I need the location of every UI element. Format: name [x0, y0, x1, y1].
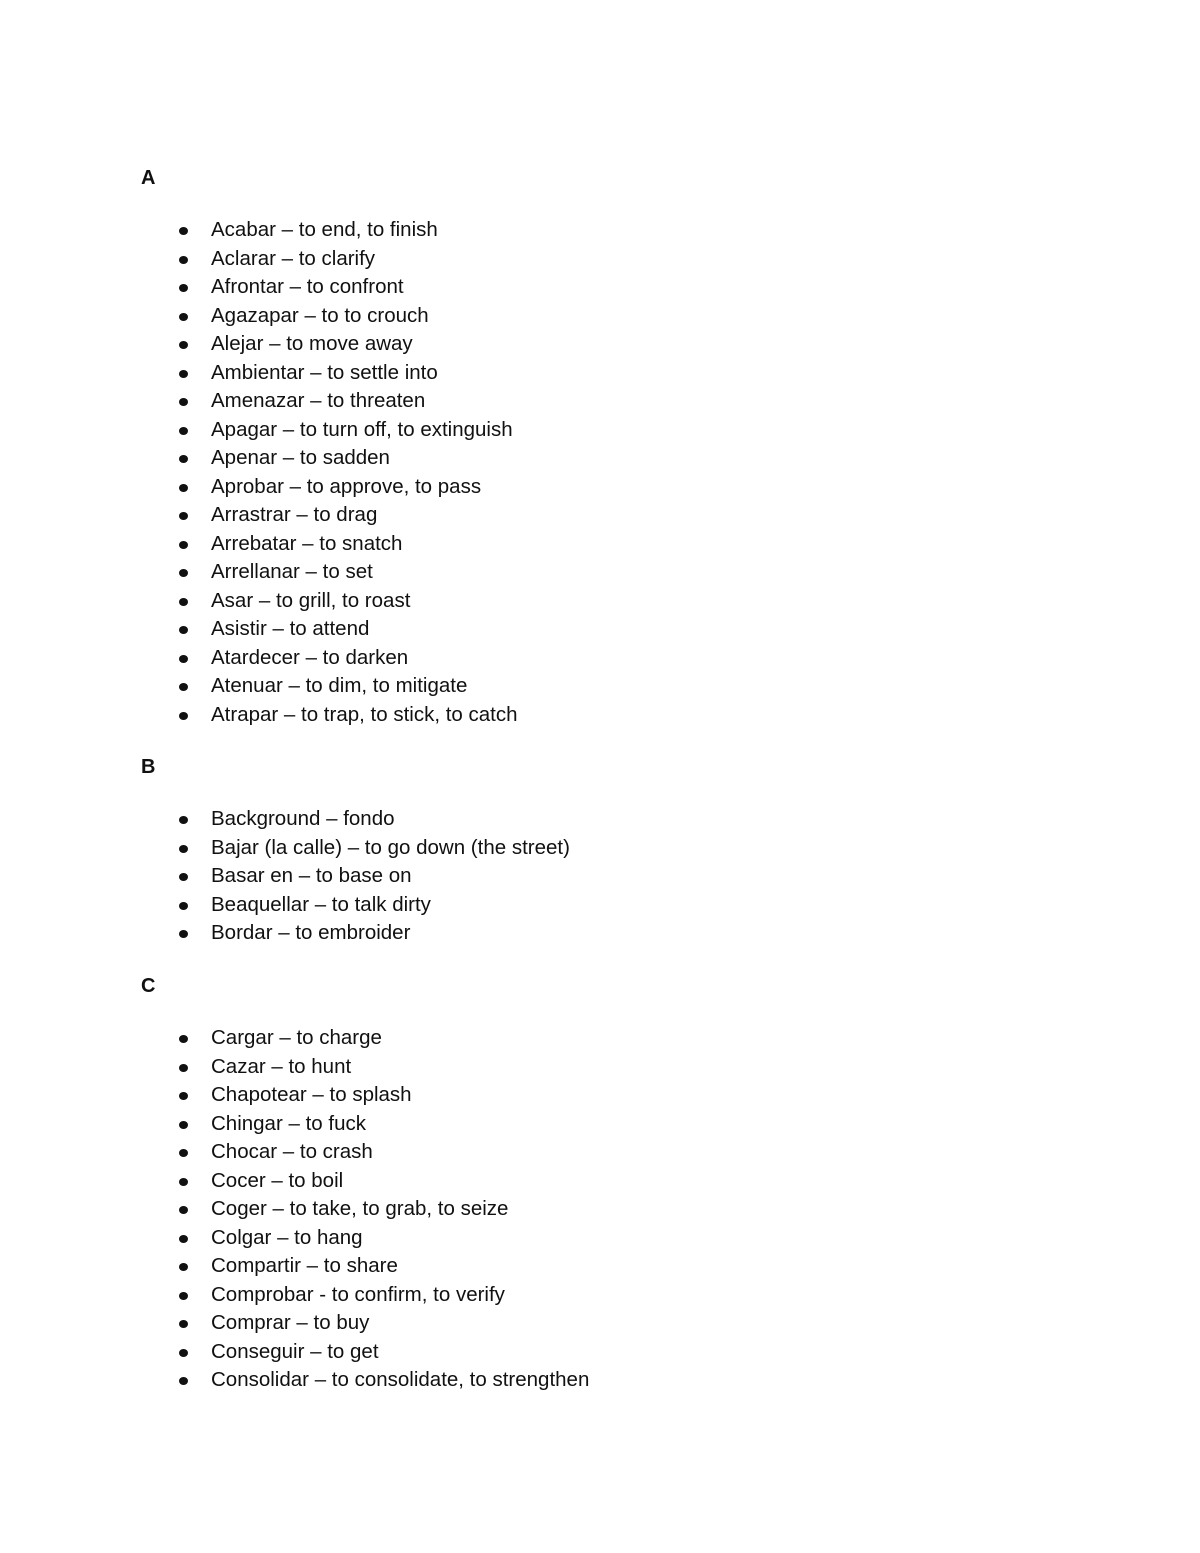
bullet-icon	[179, 484, 188, 492]
vocab-entry-text: Arrellanar – to set	[211, 560, 373, 583]
vocab-entry-text: Asar – to grill, to roast	[211, 588, 411, 612]
vocab-entry	[0, 1053, 1200, 1082]
bullet-icon	[179, 873, 188, 881]
bullet-icon	[179, 683, 188, 691]
vocab-entry-text: Ambientar – to settle into	[211, 360, 438, 384]
vocab-entry-text: Chapotear – to splash	[211, 1083, 412, 1106]
vocab-entry	[0, 587, 1200, 616]
bullet-icon	[179, 1206, 188, 1214]
vocab-entry	[0, 1167, 1200, 1196]
bullet-icon	[179, 1178, 188, 1186]
vocab-entry-text: Amenazar – to threaten	[211, 389, 426, 412]
bullet-icon	[179, 1377, 188, 1385]
bullet-icon	[179, 1235, 188, 1243]
bullet-icon	[179, 256, 188, 264]
vocab-entry	[0, 1281, 1200, 1310]
vocab-entry	[0, 919, 1200, 948]
bullet-icon	[179, 1149, 188, 1157]
vocab-entry	[0, 1138, 1200, 1167]
vocab-entry	[0, 302, 1200, 331]
section-letter-a: A	[141, 167, 156, 189]
bullet-icon	[179, 1292, 188, 1300]
vocab-entry	[0, 330, 1200, 359]
vocab-entry	[0, 805, 1200, 834]
vocab-entry-text: Consolidar – to consolidate, to strengthen	[211, 1368, 590, 1391]
vocab-entry	[0, 387, 1200, 416]
vocab-entry	[0, 891, 1200, 920]
vocab-entry	[0, 644, 1200, 673]
vocab-entry	[0, 273, 1200, 302]
vocab-entry	[0, 501, 1200, 530]
vocab-entry	[0, 672, 1200, 701]
bullet-icon	[179, 569, 188, 577]
vocab-entry-text: Bordar – to embroider	[211, 921, 411, 944]
vocab-entry	[0, 1110, 1200, 1139]
vocab-entry-text: Chingar – to fuck	[211, 1111, 366, 1135]
bullet-icon	[179, 541, 188, 549]
bullet-icon	[179, 1092, 188, 1100]
bullet-icon	[179, 930, 188, 938]
bullet-icon	[179, 1349, 188, 1357]
bullet-icon	[179, 626, 188, 634]
vocab-entry-text: Arrastrar – to drag	[211, 503, 378, 526]
section-letter-b: B	[141, 756, 156, 778]
vocab-entry-text: Background – fondo	[211, 807, 395, 830]
entry-list-c	[0, 1024, 1200, 1395]
entry-list-a	[0, 216, 1200, 729]
vocab-entry	[0, 701, 1200, 730]
vocab-entry	[0, 473, 1200, 502]
vocab-entry-text: Atrapar – to trap, to stick, to catch	[211, 702, 518, 726]
vocab-entry	[0, 416, 1200, 445]
vocab-entry	[0, 1195, 1200, 1224]
vocab-entry-text: Atenuar – to dim, to mitigate	[211, 674, 468, 697]
vocab-entry	[0, 862, 1200, 891]
vocab-entry-text: Basar en – to base on	[211, 864, 412, 887]
bullet-icon	[179, 655, 188, 663]
vocab-entry-text: Apagar – to turn off, to extinguish	[211, 417, 513, 441]
bullet-icon	[179, 284, 188, 292]
vocab-entry-text: Arrebatar – to snatch	[211, 531, 403, 555]
vocab-entry-text: Aprobar – to approve, to pass	[211, 474, 482, 498]
bullet-icon	[179, 1263, 188, 1271]
vocab-entry-text: Apenar – to sadden	[211, 446, 390, 469]
vocab-entry	[0, 1309, 1200, 1338]
vocab-entry-text: Agazapar – to to crouch	[211, 303, 429, 327]
bullet-icon	[179, 598, 188, 606]
vocab-entry	[0, 1081, 1200, 1110]
bullet-icon	[179, 1035, 188, 1043]
vocab-entry-text: Colgar – to hang	[211, 1225, 363, 1249]
bullet-icon	[179, 427, 188, 435]
bullet-icon	[179, 512, 188, 520]
vocab-entry-text: Alejar – to move away	[211, 332, 413, 355]
vocab-entry-text: Cocer – to boil	[211, 1168, 344, 1192]
vocab-entry-text: Aclarar – to clarify	[211, 246, 376, 270]
vocab-entry-text: Compartir – to share	[211, 1254, 398, 1277]
vocab-entry	[0, 615, 1200, 644]
vocab-entry	[0, 1224, 1200, 1253]
vocab-entry-text: Atardecer – to darken	[211, 645, 409, 669]
vocab-entry	[0, 1338, 1200, 1367]
vocab-entry-text: Bajar (la calle) – to go down (the street)	[211, 835, 570, 859]
vocab-entry	[0, 444, 1200, 473]
bullet-icon	[179, 1121, 188, 1129]
vocab-entry-text: Conseguir – to get	[211, 1339, 379, 1363]
vocab-entry-text: Cargar – to charge	[211, 1026, 382, 1049]
bullet-icon	[179, 1064, 188, 1072]
vocab-entry	[0, 245, 1200, 274]
vocab-entry	[0, 558, 1200, 587]
vocab-entry	[0, 1024, 1200, 1053]
vocab-entry-text: Comprar – to buy	[211, 1311, 370, 1334]
vocab-entry-text: Acabar – to end, to finish	[211, 218, 438, 241]
bullet-icon	[179, 313, 188, 321]
vocab-entry-text: Asistir – to attend	[211, 617, 370, 640]
vocab-entry-text: Comprobar - to confirm, to verify	[211, 1282, 505, 1306]
bullet-icon	[179, 370, 188, 378]
bullet-icon	[179, 398, 188, 406]
bullet-icon	[179, 845, 188, 853]
bullet-icon	[179, 341, 188, 349]
vocab-entry	[0, 530, 1200, 559]
vocab-entry-text: Afrontar – to confront	[211, 275, 404, 298]
bullet-icon	[179, 816, 188, 824]
vocab-entry	[0, 1366, 1200, 1395]
bullet-icon	[179, 455, 188, 463]
vocab-entry	[0, 216, 1200, 245]
vocab-entry	[0, 1252, 1200, 1281]
vocab-entry-text: Chocar – to crash	[211, 1140, 373, 1163]
bullet-icon	[179, 1320, 188, 1328]
bullet-icon	[179, 712, 188, 720]
entry-list-b	[0, 805, 1200, 948]
vocab-entry-text: Coger – to take, to grab, to seize	[211, 1197, 509, 1220]
section-letter-c: C	[141, 975, 156, 997]
bullet-icon	[179, 227, 188, 235]
vocab-entry	[0, 359, 1200, 388]
vocab-entry-text: Beaquellar – to talk dirty	[211, 892, 431, 916]
vocab-entry	[0, 834, 1200, 863]
vocab-entry-text: Cazar – to hunt	[211, 1054, 352, 1078]
bullet-icon	[179, 902, 188, 910]
